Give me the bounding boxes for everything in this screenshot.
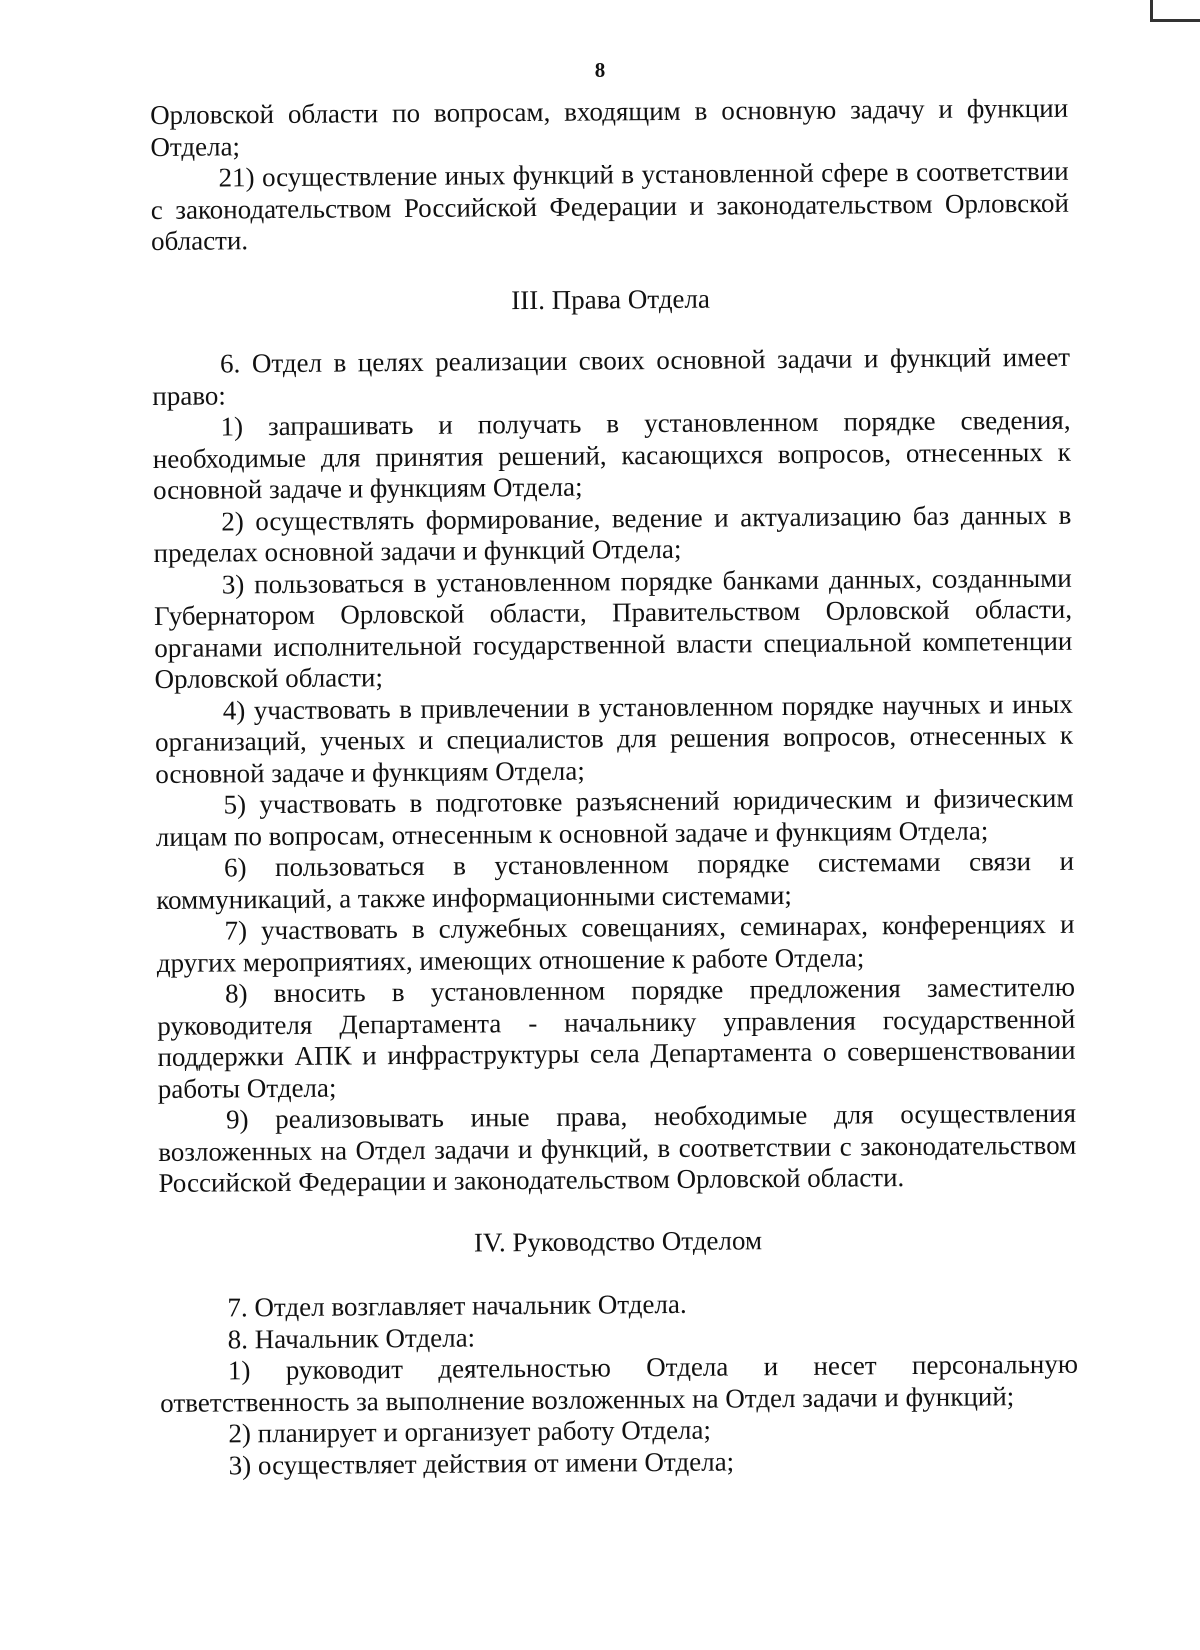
- right-item-7: 7) участвовать в служебных совещаниях, семинарах, конференциях и других мероприятиях, имеющих отношение к работе Отдела;: [156, 908, 1075, 978]
- section-4-title: IV. Руководство Отделом: [473, 1224, 763, 1257]
- section-4-paragraph-7: 7. Отдел возглавляет начальник Отдела.: [227, 1288, 687, 1323]
- right-item-5: 5) участвовать в подготовке разъяснений юридическим и физическим лицам по вопросам, отнесенным к основной задаче и функциям Отдела;: [155, 782, 1074, 852]
- scan-corner-mark: [1150, 0, 1200, 22]
- section-4-paragraph-8: 8. Начальник Отдела:: [227, 1321, 476, 1354]
- intro-paragraph-2: 21) осуществление иных функций в установленной сфере в соответствии с законодательством Российской Федерации и законодательством Орловской области.: [150, 155, 1069, 256]
- right-item-8: 8) вносить в установленном порядке предложения заместителю руководителя Департамента - начальнику управления государственной поддержки АПК и инфраструктуры села Департамента о совершенствовании работы Отдела;: [157, 971, 1076, 1104]
- right-item-9: 9) реализовывать иные права, необходимые для осуществления возложенных на Отдел задачи и функций, в соответствии с законодательством Российской Федерации и законодательством Орловской области.: [158, 1097, 1077, 1198]
- right-item-6: 6) пользоваться в установленном порядке системами связи и коммуникаций, а также информационными системами;: [156, 845, 1075, 915]
- document-body: [150, 93, 1079, 1482]
- intro-paragraph-1: Орловской области по вопросам, входящим в основную задачу и функции Отдела;: [150, 92, 1069, 162]
- head-duty-1: 1) руководит деятельностью Отдела и несет персональную ответственность за выполнение возложенных на Отдел задачи и функций;: [160, 1348, 1079, 1418]
- head-duty-3: 3) осуществляет действия от имени Отдела;: [228, 1445, 735, 1480]
- right-item-1: 1) запрашивать и получать в установленном порядке сведения, необходимые для принятия решений, касающихся вопросов, отнесенных к основной задаче и функциям Отдела;: [152, 404, 1071, 505]
- head-duty-2: 2) планирует и организует работу Отдела;: [228, 1414, 712, 1449]
- right-item-3: 3) пользоваться в установленном порядке банками данных, созданными Губернатором Орловской области, Правительством Орловской области, органами исполнительной государственной власти специальной компетенции Орловской области;: [153, 562, 1073, 694]
- section-3-title: III. Права Отдела: [511, 283, 711, 315]
- section-3-lead: 6. Отдел в целях реализации своих основной задачи и функций имеет право:: [152, 341, 1071, 411]
- right-item-2: 2) осуществлять формирование, ведение и актуализацию баз данных в пределах основной задачи и функций Отдела;: [153, 499, 1072, 568]
- right-item-4: 4) участвовать в привлечении в установленном порядке научных и иных организаций, ученых и специалистов для решения вопросов, отнесенных к основной задаче и функциям Отдела;: [154, 688, 1074, 789]
- page-number: 8: [594, 58, 606, 82]
